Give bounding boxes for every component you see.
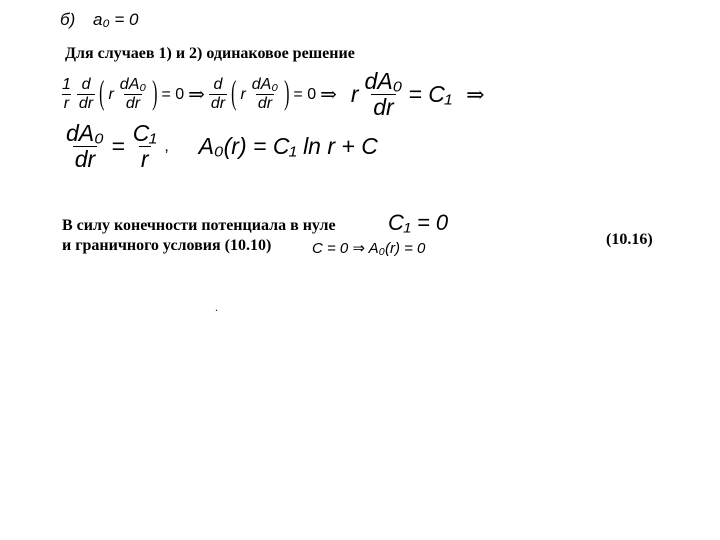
fraction-C1-over-r: $\frac{\text{C₁}}{r}$ — [132, 120, 157, 172]
implies-symbol-3: ⇒ — [466, 81, 485, 107]
fraction-dA-dr-4: $\frac{\text{dA₀}}{dr}$ — [66, 120, 104, 172]
fraction-d-dr-2: $\frac{d}{dr}$ — [210, 76, 226, 112]
C1-zero: C₁ = 0 — [388, 210, 449, 235]
right-paren-2: ) — [284, 75, 290, 112]
fraction-dA-dr-2: $\frac{\text{dA₀}}{dr}$ — [251, 76, 279, 112]
equation-row-1 — [60, 70, 485, 119]
equation-row-2 — [64, 122, 378, 171]
implies-symbol-2: ⇒ — [320, 84, 337, 106]
left-paren-2: ( — [231, 75, 237, 112]
case-b-label: б) — [60, 10, 76, 29]
heading: Для случаев 1) и 2) одинаковое решение — [65, 45, 355, 62]
fraction-one-over-r: $\frac{1}{r}$ — [62, 76, 71, 112]
r-factor-1: r — [108, 85, 114, 103]
equals-sign: = — [111, 133, 126, 159]
implies-symbol-1: ⇒ — [188, 84, 205, 106]
r-factor-3: r — [350, 81, 359, 107]
A0-solution: A₀(r) = C₁ ln r + C — [198, 133, 378, 159]
case-b-condition: a₀ = 0 — [93, 10, 139, 29]
equals-C1: = C₁ — [408, 81, 453, 107]
equation-number: (10.16) — [606, 231, 653, 248]
implies-symbol-4: ⇒ — [352, 240, 366, 257]
equals-zero-2: = 0 — [293, 85, 317, 103]
r-factor-2: r — [240, 85, 246, 103]
C-zero: C = 0 — [312, 240, 349, 257]
equals-zero-1: = 0 — [161, 85, 185, 103]
left-paren-1: ( — [99, 75, 105, 112]
fraction-dA-dr-3: $\frac{\text{dA₀}}{dr}$ — [364, 68, 403, 120]
stray-dot: . — [215, 300, 218, 314]
comma: , — [164, 137, 169, 155]
finiteness-line-2: и граничного условия (10.10) — [62, 237, 272, 254]
fraction-dA-dr-1: $\frac{\text{dA₀}}{dr}$ — [119, 76, 147, 112]
A0-zero: A₀(r) = 0 — [368, 240, 426, 257]
C-zero-implies-A0-zero — [312, 239, 425, 257]
right-paren-1: ) — [152, 75, 158, 112]
fraction-d-dr-1: $\frac{d}{dr}$ — [78, 76, 94, 112]
finiteness-line-1: В силу конечности потенциала в нуле — [62, 217, 336, 234]
